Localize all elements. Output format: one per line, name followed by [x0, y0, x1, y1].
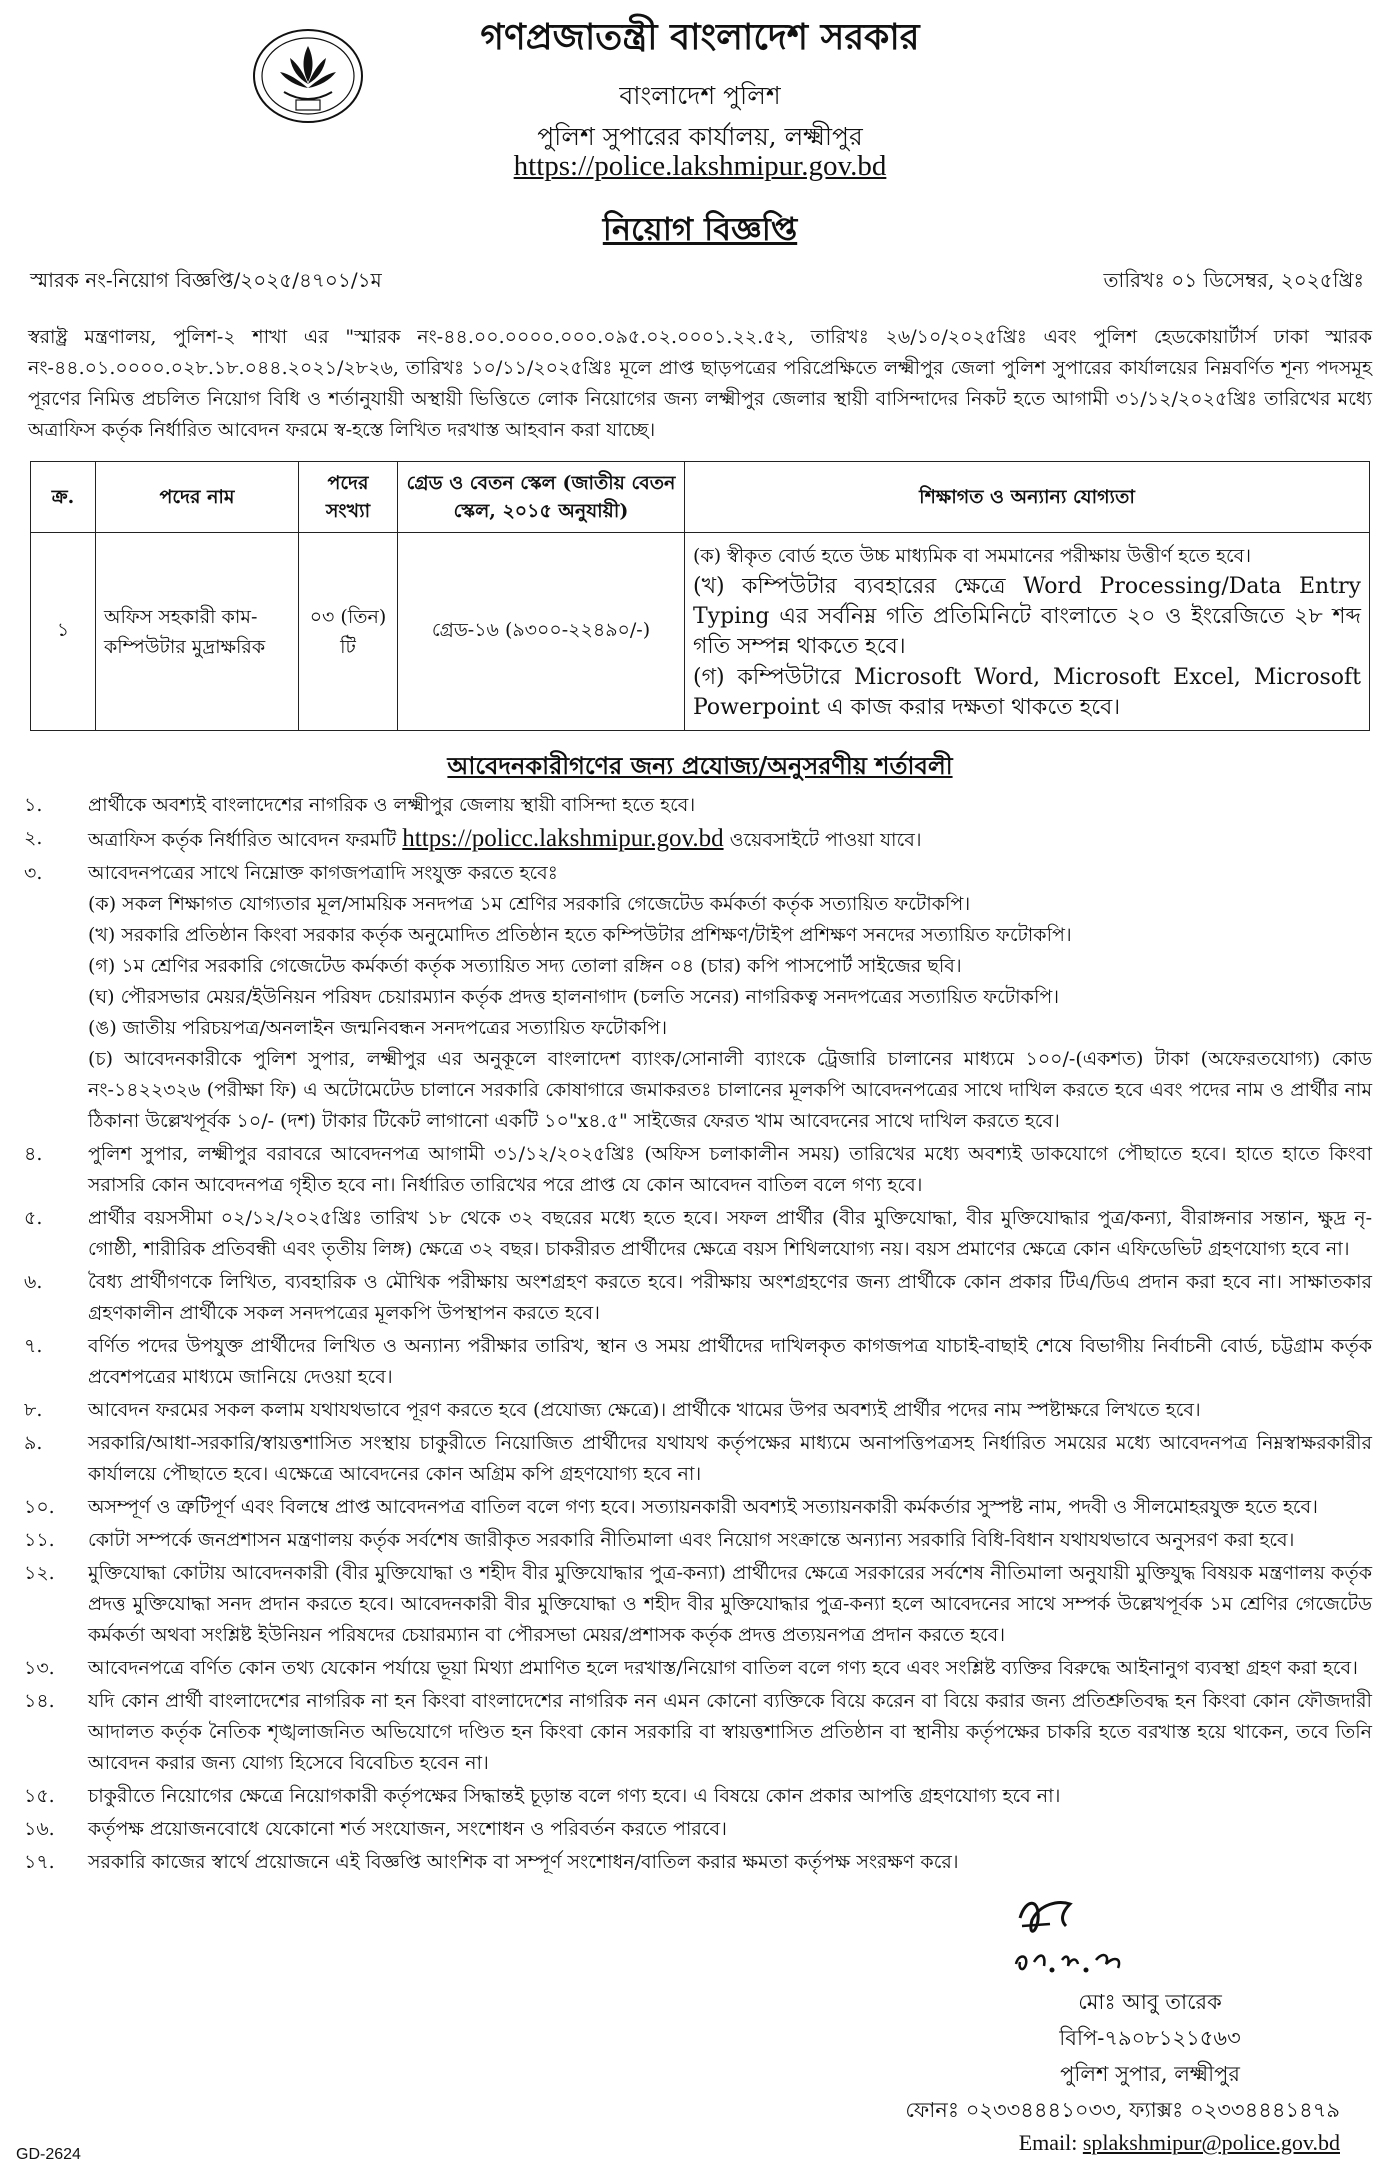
signatory-bp-number: বিপি-৭৯০৮১২১৫৬৩ [1059, 2026, 1241, 2050]
condition-item [24, 1558, 1372, 1651]
condition-item [24, 1395, 1372, 1426]
condition-text: আবেদনপত্রে বর্ণিত কোন তথ্য যেকোন পর্যায়ে ভূয়া মিথ্যা প্রমাণিত হলে দরখাস্ত/নিয়োগ বাতিল বলে গণ্য হবে এবং সংশ্লিষ্ট ব্যক্তির বিরুদ্ধে আইনানুগ ব্যবস্থা গ্রহণ করা হবে। [88, 1657, 1358, 1679]
email-line [880, 2130, 1340, 2156]
sub-item: (চ) আবেদনকারীকে পুলিশ সুপার, লক্ষ্মীপুর এর অনুকূলে বাংলাদেশ ব্যাংক/সোনালী ব্যাংকে ট্রেজারি চালানের মাধ্যমে ১০০/-(একশত) টাকা (অফেরতযোগ্য) কোড নং-১৪২২৩২৬ (পরীক্ষা ফি) এ অটোমেটেড চালানে সরকারি কোষাগারে জমাকরতঃ চালানের মূলকপি আবেদনপত্রের সাথে দাখিল করতে হবে এবং পদের নাম ও প্রার্থীর নাম ঠিকানা উল্লেখপূর্বক ১০/- (দশ) টাকার টিকেট লাগানো একটি ১০"x৪.৫" সাইজের ফেরত খাম আবেদনের সাথে দাখিল করতে হবে। [88, 1048, 1372, 1132]
condition-text: অসম্পূর্ণ ও ত্রুটিপূর্ণ এবং বিলম্বে প্রাপ্ত আবেদনপত্র বাতিল বলে গণ্য হবে। সত্যায়নকারী অবশ্যই সত্যায়নকারী কর্মকর্তার সুস্পষ্ট নাম, পদবী ও সীলমোহরযুক্ত হতে হবে। [88, 1496, 1318, 1518]
cell-post-name: অফিস সহকারী কাম-কম্পিউটার মুদ্রাক্ষরিক [96, 533, 299, 731]
condition-item [24, 1686, 1372, 1779]
table-row [31, 533, 1370, 731]
cell-serial: ১ [31, 533, 96, 731]
condition-number: ১৬. [24, 1818, 55, 1840]
posts-table [30, 461, 1370, 731]
condition-item [24, 1847, 1372, 1878]
condition-number: ৪. [24, 1143, 43, 1165]
cell-qualifications [685, 533, 1370, 731]
condition-item [24, 1814, 1372, 1845]
handwritten-signature [1010, 1890, 1150, 1988]
conditions-list [24, 790, 1372, 1880]
condition-number: ৩. [24, 862, 43, 884]
condition-text: পুলিশ সুপার, লক্ষ্মীপুর বরাবরে আবেদনপত্র আগামী ৩১/১২/২০২৫খ্রিঃ (অফিস চলাকালীন সময়) তারিখের মধ্যে অবশ্যই ডাকযোগে পৌছাতে হবে। হাতে হাতে কিংবা সরাসরি কোন আবেদনপত্র গৃহীত হবে না। নির্ধারিত তারিখের পরে প্রাপ্ত যে কোন আবেদন বাতিল বলে গণ্য হবে। [88, 1143, 1372, 1196]
header-serial: ক্র. [31, 462, 96, 533]
condition-text: প্রার্থীকে অবশ্যই বাংলাদেশের নাগরিক ও লক্ষ্মীপুর জেলায় স্থায়ী বাসিন্দা হতে হবে। [88, 794, 696, 816]
department-name: বাংলাদেশ পুলিশ [619, 81, 781, 110]
condition-item [24, 1492, 1372, 1523]
condition-text: সরকারি কাজের স্বার্থে প্রয়োজনে এই বিজ্ঞপ্তি আংশিক বা সম্পূর্ণ সংশোধন/বাতিল করার ক্ষমতা কর্তৃপক্ষ সংরক্ষণ করে। [88, 1851, 959, 1873]
condition-item [24, 858, 1372, 1137]
intro-paragraph: স্বরাষ্ট্র মন্ত্রণালয়, পুলিশ-২ শাখা এর "স্মারক নং-৪৪.০০.০০০০.০০০.০৯৫.০২.০০০১.২২.৫২, তারিখঃ ২৬/১০/২০২৫খ্রিঃ এবং পুলিশ হেডকোয়ার্টার্স ঢাকা স্মারক নং-৪৪.০১.০০০০.০২৮.১৮.০৪৪.২০২১/২৮২৬, তারিখঃ ১০/১১/২০২৫খ্রিঃ মূলে প্রাপ্ত ছাড়পত্রের পরিপ্রেক্ষিতে লক্ষ্মীপুর জেলা পুলিশ সুপারের কার্যালয়ের নিম্নবর্ণিত শূন্য পদসমূহ পূরণের নিমিত্ত প্রচলিত নিয়োগ বিধি ও শর্তানুযায়ী অস্থায়ী ভিত্তিতে লোক নিয়োগের জন্য লক্ষ্মীপুর জেলার স্থায়ী বাসিন্দাদের নিকট হতে আগামী ৩১/১২/২০২৫খ্রিঃ তারিখের মধ্যে অত্রাফিস কর্তৃক নির্ধারিত আবেদন ফরমে স্ব-হস্তে লিখিত দরখাস্ত আহবান করা যাচ্ছে। [28, 326, 1372, 441]
condition-text: যদি কোন প্রার্থী বাংলাদেশের নাগরিক না হন কিংবা বাংলাদেশের নাগরিক নন এমন কোনো ব্যক্তিকে বিয়ে করেন বা বিয়ে করার জন্য প্রতিশ্রুতিবদ্ধ হন কিংবা কোন ফৌজদারী আদালত কর্তৃক নৈতিক শৃঙ্খলাজনিত অভিযোগে দণ্ডিত হন কিংবা কোন সরকারি বা স্বায়ত্তশাসিত প্রতিষ্ঠান বা স্থানীয় কর্তৃপক্ষের চাকরি হতে বরখাস্ত হয়ে থাকেন, তবে তিনি আবেদন করার জন্য যোগ্য হিসেবে বিবেচিত হবেন না। [88, 1690, 1372, 1774]
condition-item [24, 1203, 1372, 1265]
cell-post-count: ০৩ (তিন) টি [299, 533, 398, 731]
memo-date: তারিখঃ ০১ ডিসেম্বর, ২০২৫খ্রিঃ [1103, 268, 1364, 292]
header-post-name: পদের নাম [96, 462, 299, 533]
condition-text: কোটা সম্পর্কে জনপ্রশাসন মন্ত্রণালয় কর্তৃক সর্বশেষ জারীকৃত সরকারি নীতিমালা এবং নিয়োগ সংক্রান্তে অন্যান্য সরকারি বিধি-বিধান যথাযথভাবে অনুসরণ করা হবে। [88, 1529, 1295, 1551]
government-heading: গণপ্রজাতন্ত্রী বাংলাদেশ সরকার [480, 16, 920, 58]
qualification-item: (খ) কম্পিউটার ব্যবহারের ক্ষেত্রে Word Processing/Data Entry Typing এর সর্বনিম্ন গতি প্রতিমিনিটে বাংলাতে ২০ ও ইংরেজিতে ২৮ শব্দ গতি সম্পন্ন থাকতে হবে। [693, 573, 1361, 659]
notice-title: নিয়োগ বিজ্ঞপ্তি [602, 210, 798, 248]
sub-item: (ক) সকল শিক্ষাগত যোগ্যতার মূল/সাময়িক সনদপত্র ১ম শ্রেণির সরকারি গেজেটেড কর্মকর্তা কর্তৃক সত্যায়িত ফটোকপি। [88, 893, 971, 915]
condition-text: প্রার্থীর বয়সসীমা ০২/১২/২০২৫খ্রিঃ তারিখ ১৮ থেকে ৩২ বছরের মধ্যে হতে হবে। সফল প্রার্থীর (বীর মুক্তিযোদ্ধা, বীর মুক্তিযোদ্ধার পুত্র/কন্যা, বীরাঙ্গনার সন্তান, ক্ষুদ্র নৃ-গোষ্ঠী, শারীরিক প্রতিবন্ধী এবং তৃতীয় লিঙ্গ) ক্ষেত্রে ৩২ বছর। চাকরীরত প্রার্থীদের ক্ষেত্রে বয়স শিথিলযোগ্য নয়। বয়স প্রমাণের ক্ষেত্রে কোন এফিডেভিট গ্রহণযোগ্য হবে না। [88, 1207, 1372, 1260]
condition-item [24, 823, 1372, 856]
condition-text: কর্তৃপক্ষ প্রয়োজনবোধে যেকোনো শর্ত সংযোজন, সংশোধন ও পরিবর্তন করতে পারবে। [88, 1818, 727, 1840]
conditions-heading: আবেদনকারীগণের জন্য প্রযোজ্য/অনুসরণীয় শর্তাবলী [447, 751, 953, 780]
header-post-count: পদের সংখ্যা [299, 462, 398, 533]
condition-item [24, 1781, 1372, 1812]
condition-item [24, 1653, 1372, 1684]
condition-number: ১১. [24, 1529, 55, 1551]
condition-item [24, 1139, 1372, 1201]
contact-numbers: ফোনঃ ০২৩৩৪৪৪১০৩৩, ফ্যাক্সঃ ০২৩৩৪৪৪১৪৭৯ [905, 2098, 1340, 2122]
condition-number: ১. [24, 794, 43, 816]
condition-text: সরকারি/আধা-সরকারি/স্বায়ত্তশাসিত সংস্থায় চাকুরীতে নিয়োজিত প্রার্থীদের যথাযথ কর্তৃপক্ষের মাধ্যমে অনাপত্তিপত্রসহ নির্ধারিত সময়ের মধ্যে আবেদনপত্র নিম্নস্বাক্ষরকারীর কার্যালয়ে পৌছাতে হবে। এক্ষেত্রে আবেদনের কোন অগ্রিম কপি গ্রহণযোগ্য হবে না। [88, 1432, 1372, 1485]
condition-number: ৫. [24, 1207, 43, 1229]
condition-item [24, 1267, 1372, 1329]
office-name: পুলিশ সুপারের কার্যালয়, লক্ষ্মীপুর [537, 122, 863, 151]
condition-text: অত্রাফিস কর্তৃক নির্ধারিত আবেদন ফরমটি [88, 829, 397, 851]
memo-number: স্মারক নং-নিয়োগ বিজ্ঞপ্তি/২০২৫/৪৭০১/১ম [30, 268, 382, 292]
sub-item: (গ) ১ম শ্রেণির সরকারি গেজেটেড কর্মকর্তা কর্তৃক সত্যায়িত সদ্য তোলা রঙ্গিন ০৪ (চার) কপি পাসপোর্ট সাইজের ছবি। [88, 955, 962, 977]
condition-number: ৯. [24, 1432, 43, 1454]
condition-item [24, 1331, 1372, 1393]
signatory-designation: পুলিশ সুপার, লক্ষ্মীপুর [1060, 2062, 1240, 2086]
condition-text: বর্ণিত পদের উপযুক্ত প্রার্থীদের লিখিত ও অন্যান্য পরীক্ষার তারিখ, স্থান ও সময় প্রার্থীদের দাখিলকৃত কাগজপত্র যাচাই-বাছাই শেষে বিভাগীয় নির্বাচনী বোর্ড, চট্টগ্রাম কর্তৃক প্রবেশপত্রের মাধ্যমে জানিয়ে দেওয়া হবে। [88, 1335, 1372, 1388]
condition-item [24, 1428, 1372, 1490]
condition-number: ১২. [24, 1562, 55, 1584]
condition-text: আবেদন ফরমের সকল কলাম যথাযথভাবে পূরণ করতে হবে (প্রযোজ্য ক্ষেত্রে)। প্রার্থীকে খামের উপর অবশ্যই প্রার্থীর পদের নাম স্পষ্টাক্ষরে লিখতে হবে। [88, 1399, 1201, 1421]
header-grade: গ্রেড ও বেতন স্কেল (জাতীয় বেতন স্কেল, ২০১৫ অনুযায়ী) [398, 462, 685, 533]
condition-text: বৈধ্য প্রার্থীগণকে লিখিত, ব্যবহারিক ও মৌখিক পরীক্ষায় অংশগ্রহণ করতে হবে। পরীক্ষায় অংশগ্রহণের জন্য প্রার্থীকে কোন প্রকার টিএ/ডিএ প্রদান করা হবে না। সাক্ষাতকার গ্রহণকালীন প্রার্থীকে সকল সনদপত্রের মূলকপি উপস্থাপন করতে হবে। [88, 1271, 1372, 1324]
condition-item [24, 1525, 1372, 1556]
qualification-item: (গ) কম্পিউটারে Microsoft Word, Microsoft Excel, Microsoft Powerpoint এ কাজ করার দক্ষতা থাকতে হবে। [693, 664, 1361, 720]
cell-grade: গ্রেড-১৬ (৯৩০০-২২৪৯০/-) [398, 533, 685, 731]
signatory-name: মোঃ আবু তারেক [1078, 1990, 1222, 2014]
sub-item: (ঘ) পৌরসভার মেয়র/ইউনিয়ন পরিষদ চেয়ারম্যান কর্তৃক প্রদত্ত হালনাগাদ (চলতি সনের) নাগরিকত্ব সনদপত্রের সত্যায়িত ফটোকপি। [88, 986, 1060, 1008]
condition-text: ওয়েবসাইটে পাওয়া যাবে। [729, 829, 922, 851]
condition-number: ৭. [24, 1335, 43, 1357]
sub-item: (ঙ) জাতীয় পরিচয়পত্র/অনলাইন জন্মনিবন্ধন সনদপত্রের সত্যায়িত ফটোকপি। [88, 1017, 668, 1039]
condition-text: চাকুরীতে নিয়োগের ক্ষেত্রে নিয়োগকারী কর্তৃপক্ষের সিদ্ধান্তই চূড়ান্ত বলে গণ্য হবে। এ বিষয়ে কোন প্রকার আপত্তি গ্রহণযোগ্য হবে না। [88, 1785, 1061, 1807]
condition-item [24, 790, 1372, 821]
sub-item: (খ) সরকারি প্রতিষ্ঠান কিংবা সরকার কর্তৃক অনুমোদিত প্রতিষ্ঠান হতে কম্পিউটার প্রশিক্ষণ/টাইপ প্রশিক্ষণ সনদের সত্যায়িত ফটোকপি। [88, 924, 1072, 946]
application-form-link[interactable]: https://policc.lakshmipur.gov.bd [402, 825, 724, 852]
email-link[interactable]: splakshmipur@police.gov.bd [1082, 2130, 1340, 2155]
condition-number: ১৩. [24, 1657, 55, 1679]
condition-number: ৮. [24, 1399, 43, 1421]
condition-text: আবেদনপত্রের সাথে নিম্নোক্ত কাগজপত্রাদি সংযুক্ত করতে হবেঃ [88, 862, 558, 884]
condition-number: ১০. [24, 1496, 55, 1518]
header-qualification: শিক্ষাগত ও অন্যান্য যোগ্যতা [685, 462, 1370, 533]
website-link[interactable]: https://police.lakshmipur.gov.bd [513, 150, 887, 182]
condition-number: ২. [24, 827, 43, 849]
email-label: Email: [1018, 2130, 1078, 2155]
condition-number: ১৭. [24, 1851, 55, 1873]
footer-code: GD-2624 [16, 2146, 81, 2163]
condition-number: ৬. [24, 1271, 43, 1293]
condition-number: ১৪. [24, 1690, 55, 1712]
qualification-item: (ক) স্বীকৃত বোর্ড হতে উচ্চ মাধ্যমিক বা সমমানের পরীক্ষায় উত্তীর্ণ হতে হবে। [693, 544, 1252, 567]
table-header-row [31, 462, 1370, 533]
condition-text: মুক্তিযোদ্ধা কোটায় আবেদনকারী (বীর মুক্তিযোদ্ধা ও শহীদ বীর মুক্তিযোদ্ধার পুত্র-কন্যা) প্রার্থীদের ক্ষেত্রে সরকারের সর্বশেষ নীতিমালা অনুযায়ী মুক্তিযুদ্ধ বিষয়ক মন্ত্রণালয় কর্তৃক প্রদত্ত মুক্তিযোদ্ধা সনদ প্রদান করতে হবে। আবেদনকারী বীর মুক্তিযোদ্ধা ও শহীদ বীর মুক্তিযোদ্ধার পুত্র-কন্যা হলে আবেদনের সাথে সম্পর্ক উল্লেখপূর্বক ১ম শ্রেণির গেজেটেড কর্মকর্তা অথবা সংশ্লিষ্ট ইউনিয়ন পরিষদের চেয়ারম্যান বা পৌরসভা মেয়র/প্রশাসক কর্তৃক প্রদত্ত প্রত্যয়নপত্র প্রদান করতে হবে। [88, 1562, 1372, 1646]
condition-number: ১৫. [24, 1785, 55, 1807]
document-sublist [88, 889, 1372, 1137]
